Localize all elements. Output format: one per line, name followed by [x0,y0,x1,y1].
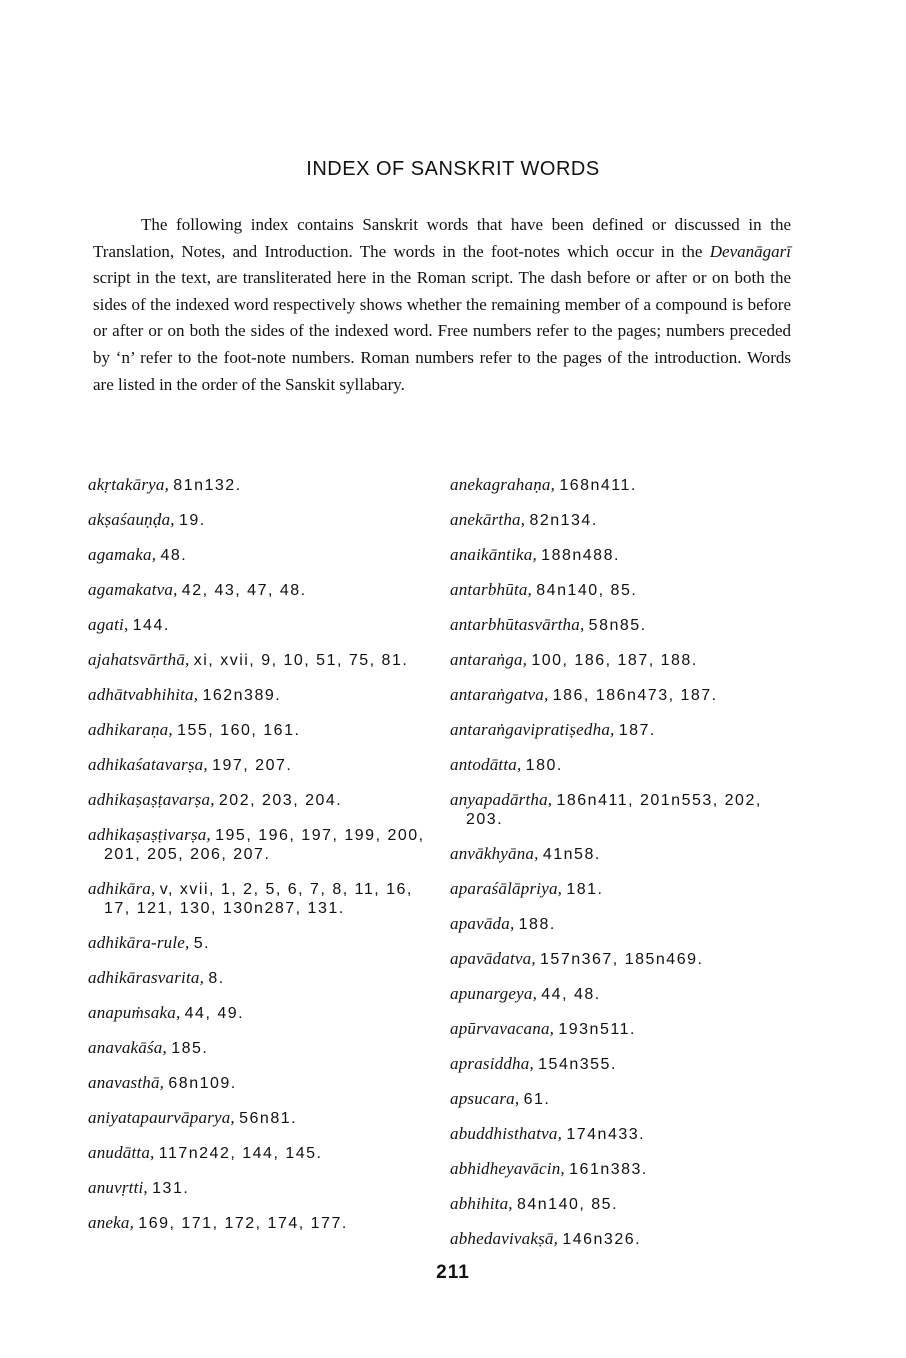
index-refs: 181. [566,881,604,898]
index-entry [450,581,795,600]
index-refs: 61. [523,1091,551,1108]
index-refs: 169, 171, 172, 174, 177. [138,1215,348,1232]
index-refs: 195, 196, 197, 199, 200, 201, 205, 206, 207. [104,827,425,863]
index-refs: 197, 207. [212,757,293,774]
index-entry [450,721,795,740]
index-entry [450,756,795,775]
index-refs: 157n367, 185n469. [540,951,704,968]
index-entry [450,546,795,565]
index-word: anvākhyāna, [450,844,539,863]
index-entry [88,616,433,635]
index-entry [450,791,795,829]
index-entry [450,1055,795,1074]
index-refs: 58n85. [588,617,647,634]
index-entry [450,476,795,495]
index-word: aparaśālāpriya, [450,879,563,898]
index-entry [450,845,795,864]
index-refs: 185. [171,1040,209,1057]
index-word: aniyatapaurvāparya, [88,1108,235,1127]
index-entry [88,1004,433,1023]
index-entry [450,511,795,530]
index-word: abuddhisthatva, [450,1124,563,1143]
index-entry [88,686,433,705]
index-refs: 84n140, 85. [536,582,638,599]
index-word: apunargeya, [450,984,538,1003]
index-word: anyapadārtha, [450,790,553,809]
index-word: antaraṅgatva, [450,685,549,704]
page-title: INDEX OF SANSKRIT WORDS [306,158,600,180]
index-refs: 187. [618,722,656,739]
intro-script-name: Devanāgarī [709,241,791,261]
index-refs: 48. [160,547,188,564]
index-word: antaraṅgavipratiṣedha, [450,720,615,739]
index-word: adhikaṣaṣṭavarṣa, [88,790,215,809]
index-refs: 8. [208,970,225,987]
index-entry [88,880,433,918]
index-word: agamakatva, [88,580,178,599]
index-entry [88,969,433,988]
index-entry [450,915,795,934]
index-word: anaikāntika, [450,545,537,564]
index-word: anekārtha, [450,510,526,529]
index-word: apsucara, [450,1089,520,1108]
index-entry [88,651,433,670]
index-entry [88,1039,433,1058]
index-refs: 56n81. [239,1110,298,1127]
index-entry [450,686,795,705]
index-word: adhikaṣaṣṭivarṣa, [88,825,211,844]
index-refs: 180. [525,757,563,774]
index-refs: 146n326. [562,1231,642,1248]
index-entry [450,1090,795,1109]
index-entry [88,826,433,864]
index-word: anudātta, [88,1143,155,1162]
index-word: akṛtakārya, [88,475,170,494]
index-entry [88,756,433,775]
index-refs: 161n383. [569,1161,648,1178]
index-entry [88,791,433,810]
index-refs: 68n109. [168,1075,237,1092]
index-word: abhihita, [450,1194,513,1213]
index-entry [450,1020,795,1039]
index-refs: xi, xvii, 9, 10, 51, 75, 81. [193,652,409,669]
index-word: ajahatsvārthā, [88,650,190,669]
index-refs: 188n488. [541,547,620,564]
index-refs: 19. [178,512,206,529]
index-refs: 117n242, 144, 145. [158,1145,323,1162]
index-word: adhātvabhihita, [88,685,199,704]
index-word: agamaka, [88,545,157,564]
intro-text-part1: The following index contains Sanskrit words that have been defined or discussed in the Translation, Notes, and Introduction. The words in the foot-notes which occur in the [93,215,791,261]
index-entry [450,1125,795,1144]
index-entry [88,1144,433,1163]
index-refs: 144. [132,617,170,634]
page-number: 211 [436,1262,470,1283]
index-entry [450,1160,795,1179]
index-refs: 186, 186n473, 187. [552,687,718,704]
index-entry [88,511,433,530]
index-refs: v, xvii, 1, 2, 5, 6, 7, 8, 11, 16, 17, 121, 130, 130n287, 131. [104,881,413,917]
index-entry [450,985,795,1004]
index-word: antarbhūtasvārtha, [450,615,585,634]
index-refs: 82n134. [529,512,598,529]
index-word: apavāda, [450,914,515,933]
index-refs: 154n355. [538,1056,617,1073]
index-refs: 44, 48. [541,986,601,1003]
index-refs: 131. [152,1180,190,1197]
index-refs: 202, 203, 204. [218,792,343,809]
intro-paragraph [93,212,791,398]
index-word: abhedavivakṣā, [450,1229,559,1248]
intro-text-part2: script in the text, are transliterated here in the Roman script. The dash before or after or on both the sides of the indexed word respectively shows whether the remaining member of a compound is before or after or on both the sides of the indexed word. Free numbers refer to the pages; numbers preceded by ‘n’ refer to the foot-note numbers. Roman numbers refer to the pages of the introduction. Words are listed in the order of the Sanskit syllabary. [93,268,791,394]
index-left-column [88,476,433,1249]
index-refs: 186n411, 201n553, 202, 203. [466,792,762,828]
index-entry [450,880,795,899]
index-entry [88,1109,433,1128]
index-word: antodātta, [450,755,522,774]
index-word: adhikāra, [88,879,156,898]
index-entry [88,476,433,495]
index-entry [88,546,433,565]
index-word: adhikaraṇa, [88,720,173,739]
index-word: aneka, [88,1213,135,1232]
index-word: apavādatva, [450,949,536,968]
index-entry [450,616,795,635]
index-refs: 84n140, 85. [516,1196,619,1213]
index-word: anavakāśa, [88,1038,167,1057]
index-word: anapuṁsaka, [88,1003,181,1022]
index-entry [88,1074,433,1093]
index-word: antarbhūta, [450,580,533,599]
index-word: aprasiddha, [450,1054,534,1073]
index-refs: 42, 43, 47, 48. [181,582,307,599]
index-word: anuvṛtti, [88,1178,148,1197]
index-entry [88,581,433,600]
index-entry [88,934,433,953]
index-refs: 5. [193,935,211,952]
index-entry [450,1230,795,1249]
index-entry [450,950,795,969]
index-word: abhidheyavācin, [450,1159,565,1178]
index-refs: 174n433. [566,1126,646,1143]
index-word: adhikāra-rule, [88,933,190,952]
index-entry [88,1179,433,1198]
index-word: anavasthā, [88,1073,165,1092]
index-refs: 162n389. [202,687,282,704]
index-refs: 44, 49. [184,1005,245,1022]
index-entry [450,651,795,670]
index-entry [450,1195,795,1214]
index-word: akṣaśauṇḍa, [88,510,175,529]
index-refs: 155, 160, 161. [177,722,301,739]
index-word: adhikārasvarita, [88,968,205,987]
index-refs: 188. [518,916,556,933]
index-refs: 168n411. [559,477,637,494]
index-word: antaraṅga, [450,650,528,669]
index-refs: 100, 186, 187, 188. [531,652,698,669]
index-word: apūrvavacana, [450,1019,555,1038]
index-refs: 81n132. [173,477,242,494]
index-refs: 41n58. [542,846,601,863]
index-refs: 193n511. [558,1021,636,1038]
index-entry [88,721,433,740]
index-word: agati, [88,615,129,634]
index-word: anekagrahaṇa, [450,475,556,494]
index-right-column [450,476,795,1265]
index-entry [88,1214,433,1233]
index-word: adhikaśatavarṣa, [88,755,208,774]
